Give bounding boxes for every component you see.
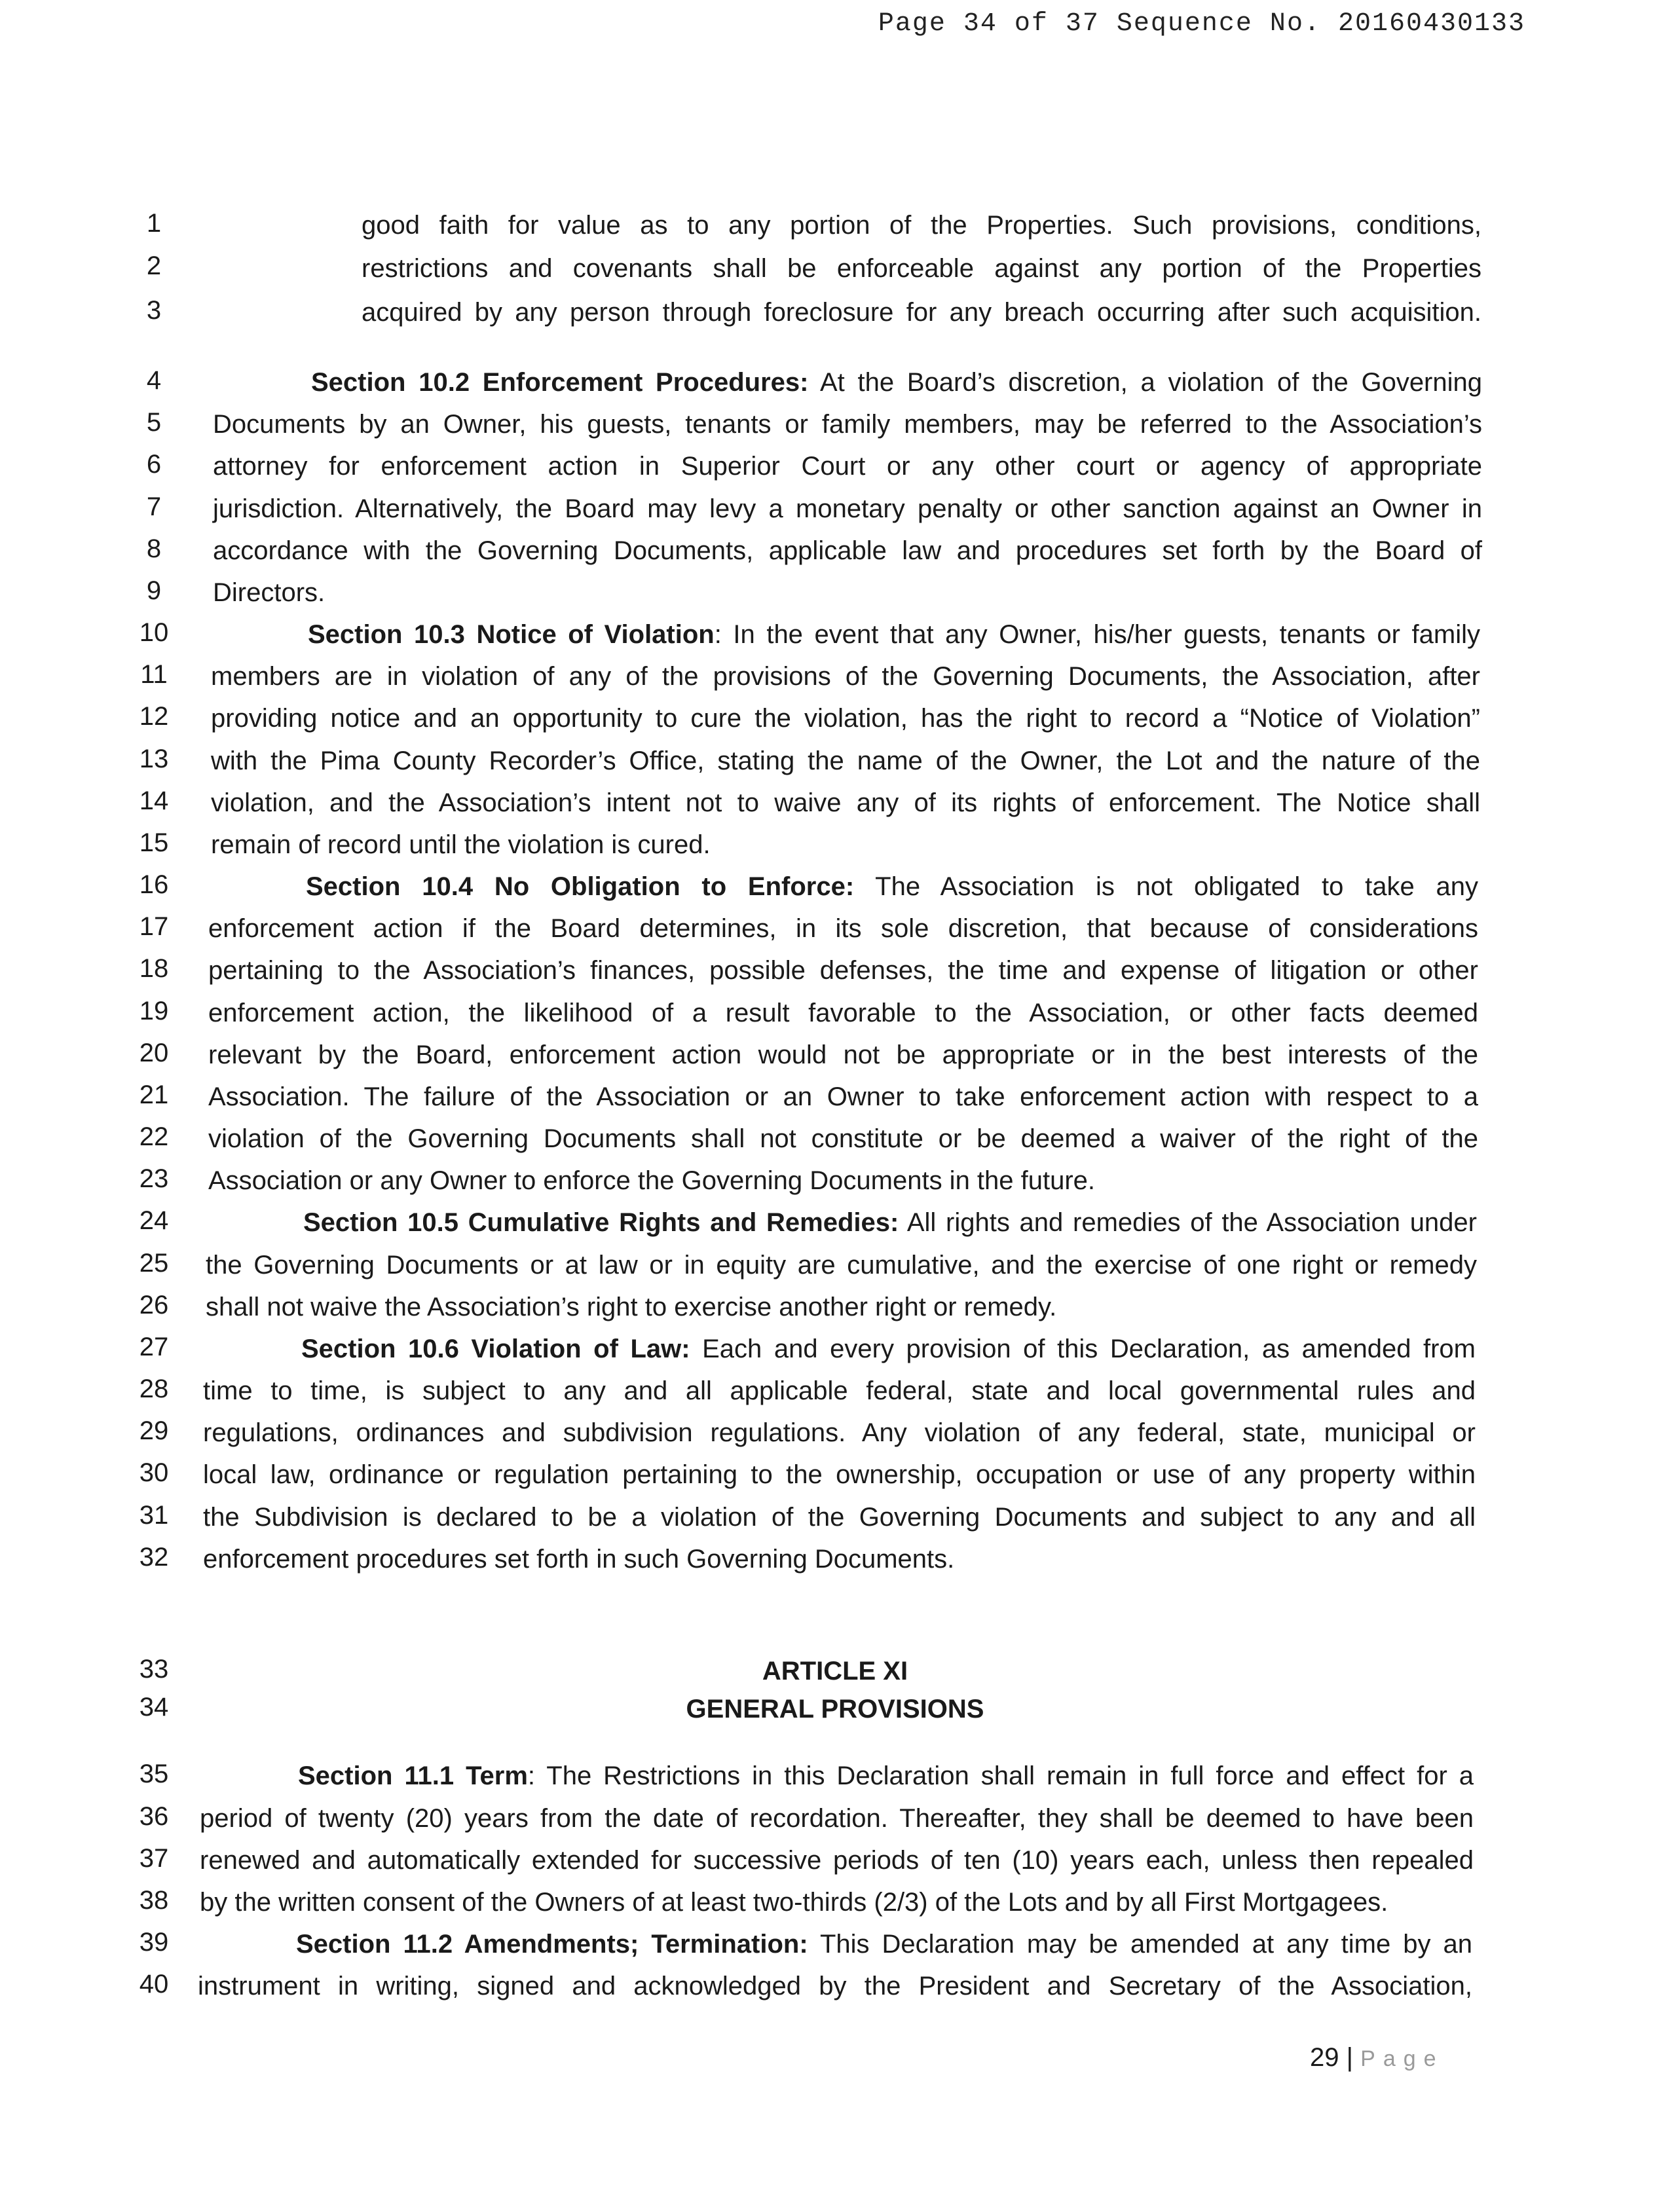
line-number: 9 xyxy=(146,576,162,605)
text-line: Association. The failure of the Association or an Owner to take enforcement action with respect to a xyxy=(208,1082,1478,1111)
line-number: 26 xyxy=(139,1291,169,1319)
line-number: 34 xyxy=(139,1693,169,1722)
section-heading: Section 10.6 Violation of Law: xyxy=(301,1335,690,1363)
line-number: 27 xyxy=(139,1333,169,1361)
section-10-2-line: Section 10.2 Enforcement Procedures: At the Board’s discretion, a violation of the Governing xyxy=(311,368,1483,397)
section-10-4-line: Section 10.4 No Obligation to Enforce: The Association is not obligated to take any xyxy=(306,872,1479,901)
line-number: 4 xyxy=(146,366,162,395)
text-line: regulations, ordinances and subdivision regulations. Any violation of any federal, state, municipal or xyxy=(203,1418,1476,1447)
line-number: 15 xyxy=(139,828,169,857)
text-line: enforcement action if the Board determines, in its sole discretion, that because of considerations xyxy=(208,914,1478,943)
text-line: jurisdiction. Alternatively, the Board may levy a monetary penalty or other sanction against an Owner in xyxy=(213,494,1482,523)
line-number: 5 xyxy=(146,408,162,437)
text-line: attorney for enforcement action in Superior Court or any other court or agency of appropriate xyxy=(213,452,1482,481)
line-number: 30 xyxy=(139,1458,169,1487)
section-10-5-line: Section 10.5 Cumulative Rights and Remedies: All rights and remedies of the Association under xyxy=(303,1208,1477,1237)
section-heading: Section 10.3 Notice of Violation xyxy=(308,620,715,649)
line-number: 39 xyxy=(139,1928,169,1957)
text-line: by the written consent of the Owners of at least two-thirds (2/3) of the Lots and by all First Mortgagees. xyxy=(200,1888,1388,1917)
line-number: 31 xyxy=(139,1501,169,1530)
text-line: remain of record until the violation is cured. xyxy=(211,830,711,859)
line-number: 12 xyxy=(139,702,169,731)
text-line: with the Pima County Recorder’s Office, stating the name of the Owner, the Lot and the nature of the xyxy=(211,747,1480,775)
section-10-6-line: Section 10.6 Violation of Law: Each and every provision of this Declaration, as amended from xyxy=(301,1335,1476,1363)
section-heading: Section 10.5 Cumulative Rights and Remedies: xyxy=(303,1208,899,1237)
text-line: members are in violation of any of the provisions of the Governing Documents, the Association, after xyxy=(211,662,1480,691)
section-heading: Section 10.4 No Obligation to Enforce: xyxy=(306,872,855,901)
text-line: pertaining to the Association’s finances, possible defenses, the time and expense of litigation or other xyxy=(208,956,1478,985)
line-number: 22 xyxy=(139,1122,169,1151)
page-footer xyxy=(1310,2042,1444,2074)
footer-separator: | xyxy=(1346,2043,1354,2072)
line-number: 29 xyxy=(139,1416,169,1445)
text-line: time to time, is subject to any and all applicable federal, state and local governmental rules and xyxy=(203,1376,1476,1405)
text-line: restrictions and covenants shall be enforceable against any portion of the Properties xyxy=(362,254,1481,283)
section-10-3-line: Section 10.3 Notice of Violation: In the event that any Owner, his/her guests, tenants or family xyxy=(308,620,1480,649)
section-heading: Section 10.2 Enforcement Procedures: xyxy=(311,368,809,397)
line-number: 2 xyxy=(146,251,162,280)
text-line: period of twenty (20) years from the date of recordation. Thereafter, they shall be deemed to have been xyxy=(200,1804,1474,1833)
line-number: 37 xyxy=(139,1844,169,1873)
line-number: 13 xyxy=(139,745,169,773)
text-line: violation of the Governing Documents shall not constitute or be deemed a waiver of the right of the xyxy=(208,1124,1478,1153)
line-number: 6 xyxy=(146,450,162,479)
text-line: instrument in writing, signed and acknowledged by the President and Secretary of the Association, xyxy=(198,1972,1472,2000)
line-number: 28 xyxy=(139,1374,169,1403)
text-line: acquired by any person through foreclosure for any breach occurring after such acquisition. xyxy=(362,298,1481,327)
line-number: 23 xyxy=(139,1164,169,1193)
text-line: Association or any Owner to enforce the Governing Documents in the future. xyxy=(208,1166,1096,1195)
line-number: 10 xyxy=(139,618,169,647)
text-line: renewed and automatically extended for successive periods of ten (10) years each, unless then repealed xyxy=(200,1846,1474,1875)
text-line: accordance with the Governing Documents, applicable law and procedures set forth by the Board of xyxy=(213,536,1482,565)
article-subtitle: GENERAL PROVISIONS xyxy=(686,1695,984,1724)
text-line: Directors. xyxy=(213,578,326,607)
line-number: 36 xyxy=(139,1802,169,1831)
line-number: 25 xyxy=(139,1249,169,1278)
article-title: ARTICLE XI xyxy=(762,1657,908,1686)
line-number: 33 xyxy=(139,1655,169,1684)
text-line: providing notice and an opportunity to cure the violation, has the right to record a “Notice of Violation” xyxy=(211,704,1480,733)
line-number: 18 xyxy=(139,954,169,983)
line-number: 11 xyxy=(140,660,168,689)
recording-header: Page 34 of 37 Sequence No. 20160430133 xyxy=(878,9,1525,39)
line-number: 40 xyxy=(139,1970,169,1999)
line-number: 1 xyxy=(146,209,162,238)
text-line: enforcement procedures set forth in such Governing Documents. xyxy=(203,1545,955,1574)
text-line: violation, and the Association’s intent not to waive any of its rights of enforcement. The Notice shall xyxy=(211,788,1480,817)
text-line: the Governing Documents or at law or in equity are cumulative, and the exercise of one right or remedy xyxy=(206,1251,1477,1280)
text-line: local law, ordinance or regulation pertaining to the ownership, occupation or use of any property within xyxy=(203,1460,1476,1489)
line-number: 16 xyxy=(139,870,169,899)
text-line: relevant by the Board, enforcement action would not be appropriate or in the best interests of the xyxy=(208,1041,1478,1069)
line-number: 8 xyxy=(146,534,162,563)
section-11-1-line: Section 11.1 Term: The Restrictions in this Declaration shall remain in full force and effect for a xyxy=(298,1761,1474,1790)
line-number: 20 xyxy=(139,1039,169,1067)
line-number: 17 xyxy=(139,912,169,941)
page-number: 29 xyxy=(1310,2043,1339,2072)
line-number: 38 xyxy=(139,1886,169,1915)
text-line: enforcement action, the likelihood of a result favorable to the Association, or other facts deemed xyxy=(208,999,1478,1027)
line-number: 35 xyxy=(139,1760,169,1788)
line-number: 3 xyxy=(146,296,162,325)
text-line: shall not waive the Association’s right to exercise another right or remedy. xyxy=(206,1293,1057,1321)
section-heading: Section 11.2 Amendments; Termination: xyxy=(296,1930,808,1959)
section-heading: Section 11.1 Term xyxy=(298,1761,528,1790)
line-number: 21 xyxy=(139,1080,169,1109)
text-line: good faith for value as to any portion of the Properties. Such provisions, conditions, xyxy=(362,211,1481,240)
line-number: 32 xyxy=(139,1543,169,1572)
line-number: 7 xyxy=(146,492,162,521)
section-11-2-line: Section 11.2 Amendments; Termination: This Declaration may be amended at any time by an xyxy=(296,1930,1473,1959)
line-number: 24 xyxy=(139,1206,169,1235)
line-number: 14 xyxy=(139,786,169,815)
text-line: the Subdivision is declared to be a violation of the Governing Documents and subject to any and all xyxy=(203,1503,1476,1532)
line-number: 19 xyxy=(139,997,169,1025)
page-label: Page xyxy=(1360,2046,1444,2071)
text-line: Documents by an Owner, his guests, tenants or family members, may be referred to the Association’s xyxy=(213,410,1482,439)
